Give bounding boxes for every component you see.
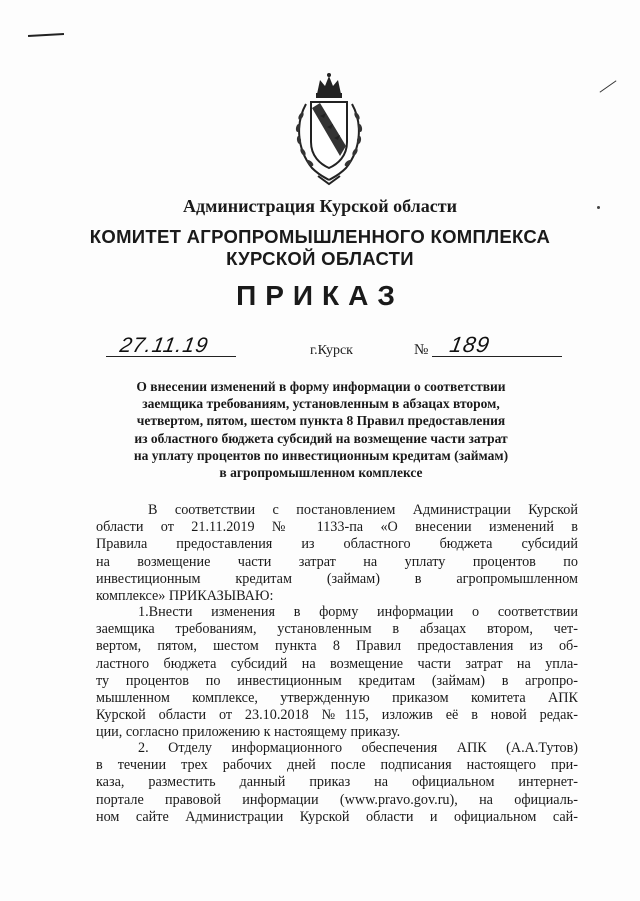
item-1-paragraph bbox=[96, 604, 578, 742]
text-line: ном сайте Администрации Курской области и официальном сай- bbox=[96, 808, 578, 825]
text-line: вертом, пятом, шестом пункта 8 Правил предоставления из об- bbox=[96, 638, 578, 655]
date-underline bbox=[106, 356, 236, 357]
text-line: ту процентов по инвестиционным кредитам (займам) в агропро- bbox=[96, 672, 578, 689]
subject-line: из областного бюджета субсидий на возмещение части затрат bbox=[134, 430, 508, 446]
text-line: 2. Отделу информационного обеспечения АПК (А.А.Тутов) bbox=[138, 740, 578, 756]
text-line: комплексе» ПРИКАЗЫВАЮ: bbox=[96, 588, 274, 605]
preamble-paragraph bbox=[96, 502, 578, 605]
text-line: каза, разместить данный приказ на официальном интернет- bbox=[96, 774, 578, 791]
subject-line: заемщика требованиям, установленным в абзацах втором, bbox=[142, 396, 500, 412]
text-line: Курской области от 23.10.2018 №115, изложив её в новой редак- bbox=[96, 707, 578, 724]
text-line: инвестиционным кредитам (займам) в агропромышленном bbox=[96, 570, 578, 587]
text-line: ции, согласно приложению к настоящему приказу. bbox=[96, 724, 401, 741]
text-line: Правила предоставления из областного бюджета субсидий bbox=[96, 536, 578, 553]
subject-line: на уплату процентов по инвестиционным кредитам (займам) bbox=[133, 447, 509, 463]
number-underline bbox=[432, 356, 562, 357]
committee-line: КОМИТЕТ АГРОПРОМЫШЛЕННОГО КОМПЛЕКСА bbox=[89, 226, 551, 247]
order-city: г.Курск bbox=[310, 343, 353, 358]
document-type-title: ПРИКАЗ bbox=[236, 280, 404, 311]
text-line: портале правовой информации (www.pravo.gov.ru), на официаль- bbox=[96, 791, 578, 808]
text-line: ластного бюджета субсидий на возмещение части затрат на упла- bbox=[96, 655, 578, 672]
kursk-coat-of-arms-icon bbox=[290, 72, 368, 188]
subject-line: в агропромышленном комплексе bbox=[219, 465, 423, 481]
text-line: области от 21.11.2019 № 1133-па «О внесении изменений в bbox=[96, 519, 578, 536]
text-line: на возмещение части затрат на уплату процентов по bbox=[96, 553, 578, 570]
item-2-paragraph bbox=[96, 740, 578, 826]
text-line: 1.Внести изменения в форму информации о соответствии bbox=[138, 604, 578, 620]
order-number-label: № bbox=[414, 342, 429, 358]
text-line: мышленном комплексе, утвержденную приказом комитета АПК bbox=[96, 690, 578, 707]
order-date: 27.11.19 bbox=[118, 334, 211, 357]
text-line: В соответствии с постановлением Администрации Курской bbox=[148, 502, 578, 518]
order-subject bbox=[96, 378, 546, 481]
subject-line: О внесении изменений в форму информации о соответствии bbox=[136, 379, 506, 394]
order-number: 189 bbox=[447, 332, 493, 357]
text-line: заемщика требованиям, установленным в абзацах втором, чет- bbox=[96, 621, 578, 638]
committee-line: КУРСКОЙ ОБЛАСТИ bbox=[226, 248, 414, 269]
administration-name: Администрация Курской области bbox=[183, 196, 457, 216]
scan-mark bbox=[28, 33, 64, 37]
committee-name bbox=[0, 226, 640, 270]
scan-mark bbox=[600, 80, 617, 92]
text-line: в течении трех рабочих дней после подписания настоящего при- bbox=[96, 757, 578, 774]
subject-line: четвертом, пятом, шестом пункта 8 Правил предоставления bbox=[136, 413, 506, 429]
